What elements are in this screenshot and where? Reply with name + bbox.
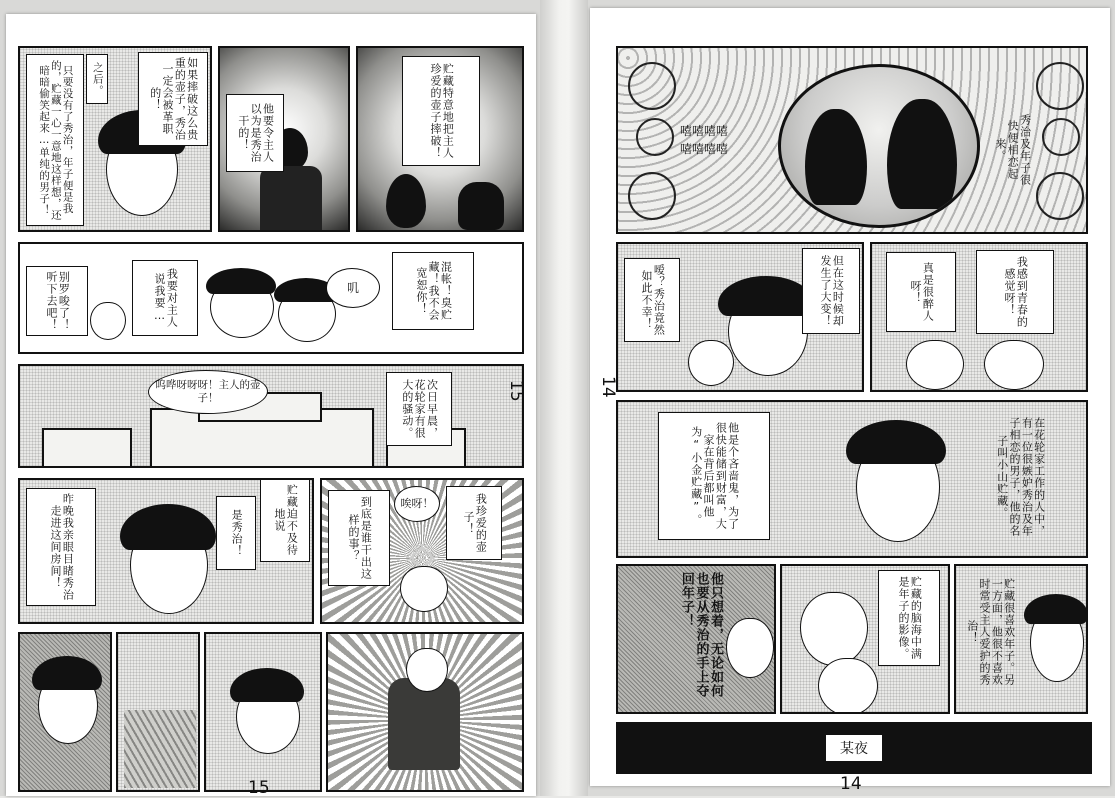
panel-l4-text-0: 别罗唆了！听下去吧！: [45, 271, 71, 331]
panel-l2-text-0: 他要令主人以为是秀治干的！: [236, 103, 275, 163]
panel-l6-text-3: 到底是谁干出这样的事？: [347, 496, 373, 580]
panel-l7b: [116, 632, 200, 792]
panel-r5c: [954, 564, 1088, 714]
left-page: [6, 14, 536, 796]
panel-r3-text-1: 我感到青春的感觉呀！: [1003, 256, 1029, 328]
panel-l7d: [326, 632, 524, 792]
left-page-number-bottom: 15: [248, 778, 270, 798]
panel-r2: [616, 242, 864, 392]
book-gutter: [540, 0, 588, 796]
panel-r5-text-0: 他只想着，无论如何也要从秀治的手上夺回年子！: [678, 572, 723, 698]
panel-l6-text-1: 是秀治！: [230, 509, 244, 557]
panel-l3: [356, 46, 524, 232]
panel-l5: [18, 364, 524, 468]
panel-l6a: [18, 478, 314, 624]
panel-r1-text-1: 嘻嘻嘻嘻: [680, 142, 729, 157]
right-page-number-bottom: 14: [840, 774, 862, 794]
panel-r6-banner: [616, 722, 1092, 774]
panel-l6-text-0: 昨晚我亲眼目睹秀治走进这间房间！: [49, 493, 75, 601]
panel-r5a: [616, 564, 776, 714]
panel-l2: [218, 46, 350, 232]
panel-l7c: [204, 632, 322, 792]
panel-r3: [870, 242, 1088, 392]
panel-r4-text-1: 在花轮家工作的人中，有一位很嫉妒秀治及年子相恋的男子，他的名子叫小山贮藏。: [995, 417, 1046, 537]
panel-r1: [616, 46, 1088, 234]
panel-r1-text-0: 嘻嘻嘻嘻: [680, 124, 729, 138]
panel-l5-text-1: 次日早晨，花轮家有很大的骚动。: [400, 379, 439, 439]
panel-l4: [18, 242, 524, 354]
panel-l6-text-4: 唉呀！: [400, 497, 434, 511]
panel-l4-text-2: 叽: [346, 280, 359, 295]
panel-r5-text-2: 贮藏很喜欢年子。另一方面，他很不喜欢时常受主人爱护的秀治！: [965, 578, 1016, 686]
panel-l1-text-0: 只要没有了秀治，年子便是我的，贮藏一心一意地这样想，还暗暗偷笑起来…单纯的男子！: [38, 59, 74, 221]
left-page-number: 15: [506, 380, 526, 402]
panel-l1-text-2: 如果摔破这么贵重的壶子，秀治一定会被革职的！: [148, 57, 199, 141]
panel-r5-text-1: 贮藏的脑海中满是年子的影像。: [897, 576, 923, 660]
panel-l6-text-2: 贮藏迫不及待地说: [273, 484, 299, 556]
panel-l5-text-0: 呜哗呀呀呀！主人的壶子！: [155, 379, 261, 404]
panel-l7a: [18, 632, 112, 792]
panel-l3-text-0: 贮藏特意地把主人珍爱的壶子摔破！: [429, 63, 455, 159]
right-page: [590, 8, 1110, 794]
panel-l6-text-5: 我珍爱的壶子！: [462, 493, 488, 553]
panel-l1: [18, 46, 212, 232]
panel-r2-text-1: 但在这时候却发生了大变！: [819, 255, 845, 327]
panel-l6b: [320, 478, 524, 624]
panel-l1-text-1: 之后。: [91, 61, 104, 97]
panel-r4: [616, 400, 1088, 558]
panel-r4-text-0: 他是个吝啬鬼，为了很快能储到财富，大家在背后都叫他为“小金贮藏”。: [689, 422, 740, 530]
right-page-number: 14: [598, 376, 618, 398]
panel-r5b: [780, 564, 950, 714]
panel-r6-text-0: 某夜: [825, 734, 883, 762]
panel-r2-text-0: 嗳？秀治竟然如此不幸！: [640, 264, 666, 336]
panel-l4-text-1: 我要对主人说我要…: [153, 268, 179, 328]
panel-r1-text-2: 秀治及年子很快便相恋起来。: [993, 114, 1032, 186]
panel-l4-text-3: 混帐！臭贮藏！我不会宽恕你！: [414, 261, 453, 321]
panel-r3-text-0: 真是很醉人呀！: [909, 262, 935, 322]
